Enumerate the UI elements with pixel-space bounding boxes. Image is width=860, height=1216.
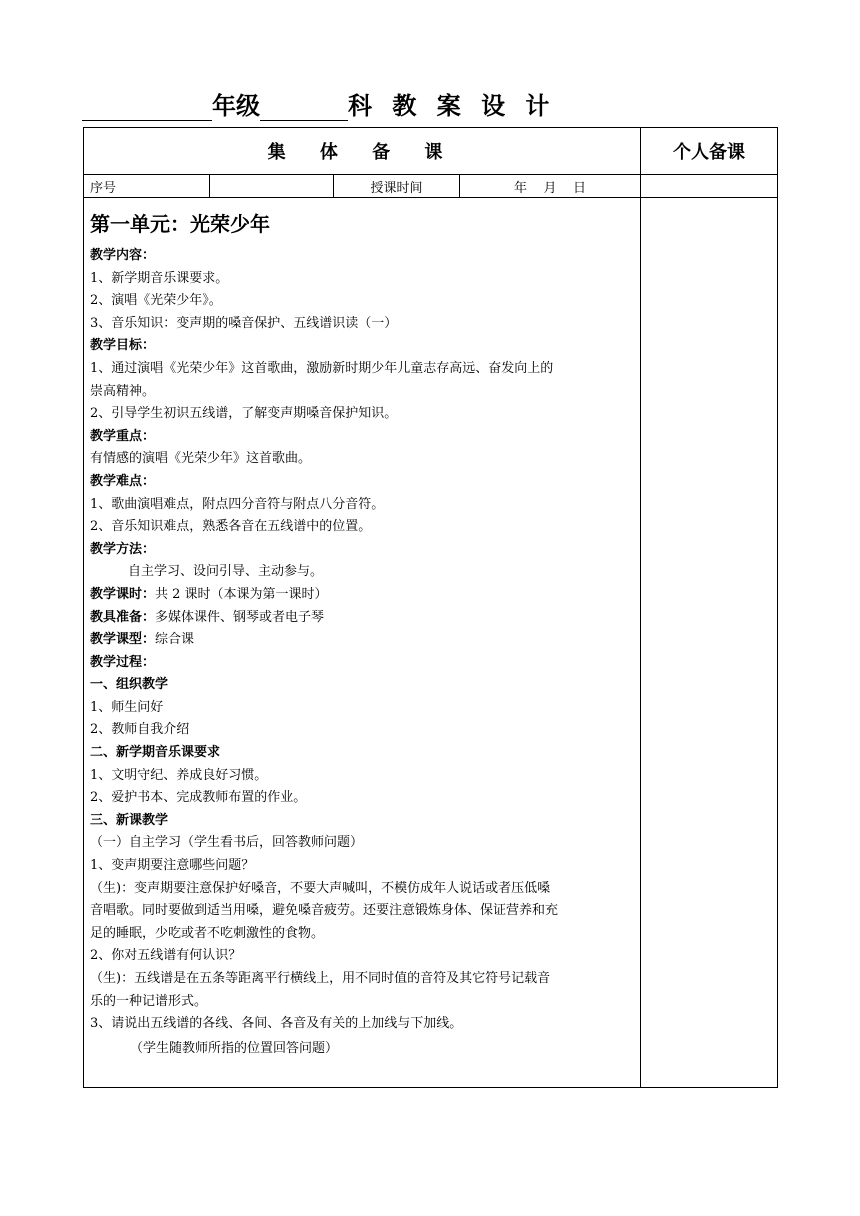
- content-line: 足的睡眠，少吃或者不吃刺激性的食物。: [90, 925, 325, 941]
- content-line-label: 教具准备：: [90, 609, 156, 625]
- content-line-label: 教学课型：: [90, 632, 156, 648]
- content-line: 1、新学期音乐课要求。: [90, 270, 229, 286]
- content-line: 1、歌曲演唱难点，附点四分音符与附点八分音符。: [90, 496, 385, 512]
- content-line: （生)：五线谱是在五条等距离平行横线上，用不同时值的音符及其它符号记载音: [90, 971, 551, 986]
- content-line: 1、文明守纪、养成良好习惯。: [90, 767, 268, 783]
- content-line: 教学目标：: [90, 338, 156, 354]
- content-line-text: 综合课: [155, 632, 195, 648]
- content-line: 教学过程：: [90, 654, 156, 670]
- content-line: （生)：变声期要注意保护好嗓音，不要大声喊叫，不模仿成年人说话或者压低嗓: [90, 880, 551, 896]
- content-line: 2、演唱《光荣少年》。: [90, 293, 222, 309]
- content-line: 1、变声期要注意哪些问题？: [90, 858, 255, 874]
- seq-value[interactable]: [210, 175, 334, 198]
- content-line: 1、通过演唱《光荣少年》这首歌曲，激励新时期少年儿童志存高远、奋发向上的: [90, 360, 554, 376]
- lesson-date: 年 月 日: [460, 175, 641, 198]
- content-line: 教学难点：: [90, 473, 156, 489]
- content-line-label: 教学课时：: [90, 586, 156, 602]
- lesson-content: [84, 198, 641, 1088]
- title-rest: 科 教 案 设 计: [348, 92, 556, 120]
- personal-notes-cell[interactable]: [641, 198, 778, 1088]
- unit-title: 第一单元：光荣少年: [90, 212, 270, 236]
- content-line: 2、你对五线谱有何认识？: [90, 948, 242, 964]
- content-line: 2、音乐知识难点，熟悉各音在五线谱中的位置。: [90, 519, 372, 535]
- personal-prep-header: 个人备课: [641, 128, 778, 175]
- content-line-text: 多媒体课件、钢琴或者电子琴: [155, 609, 325, 625]
- content-line: 3、请说出五线谱的各线、各间、各音及有关的上加线与下加线。: [90, 1016, 463, 1032]
- content-line: （学生随教师所指的位置回答问题）: [130, 1040, 339, 1056]
- content-line: [90, 607, 634, 630]
- content-line: 二、新学期音乐课要求: [90, 745, 221, 761]
- content-line: 崇高精神。: [90, 383, 156, 399]
- content-line: （一）自主学习（学生看书后，回答教师问题）: [90, 835, 364, 851]
- content-line: [90, 584, 634, 607]
- content-line: 乐的一种记谱形式。: [90, 993, 208, 1009]
- content-line: 一、组织教学: [90, 677, 169, 693]
- seq-label: 序号: [84, 175, 210, 198]
- lesson-plan-table: [83, 127, 778, 1088]
- content-line: 有情感的演唱《光荣少年》这首歌曲。: [90, 451, 312, 467]
- content-line: 三、新课教学: [90, 812, 169, 828]
- lesson-time-label: 授课时间: [334, 175, 460, 198]
- content-line: 自主学习、设问引导、主动参与。: [128, 564, 324, 580]
- content-line: 1、师生问好: [90, 699, 164, 715]
- content-lines: [90, 245, 634, 1060]
- document-title: [82, 86, 782, 122]
- personal-date-cell[interactable]: [641, 175, 778, 198]
- content-line: 2、教师自我介绍: [90, 722, 190, 738]
- content-line-text: 共 2 课时（本课为第一课时）: [155, 586, 328, 602]
- content-line: 教学方法：: [90, 541, 156, 557]
- content-line: [90, 629, 634, 652]
- content-line: 3、音乐知识：变声期的嗓音保护、五线谱识读（一）: [90, 315, 398, 331]
- title-grade: 年级: [212, 92, 260, 120]
- subject-blank: [260, 90, 348, 121]
- content-line: 2、引导学生初识五线谱，了解变声期嗓音保护知识。: [90, 406, 398, 422]
- grade-blank: [82, 90, 212, 121]
- collective-prep-header: 集 体 备 课: [84, 128, 641, 175]
- content-line: 2、爱护书本、完成教师布置的作业。: [90, 790, 307, 806]
- content-line: 教学内容：: [90, 248, 156, 263]
- content-line: 教学重点：: [90, 428, 156, 444]
- content-line: 音唱歌。同时要做到适当用嗓，避免嗓音疲劳。还要注意锻炼身体、保证营养和充: [90, 903, 559, 919]
